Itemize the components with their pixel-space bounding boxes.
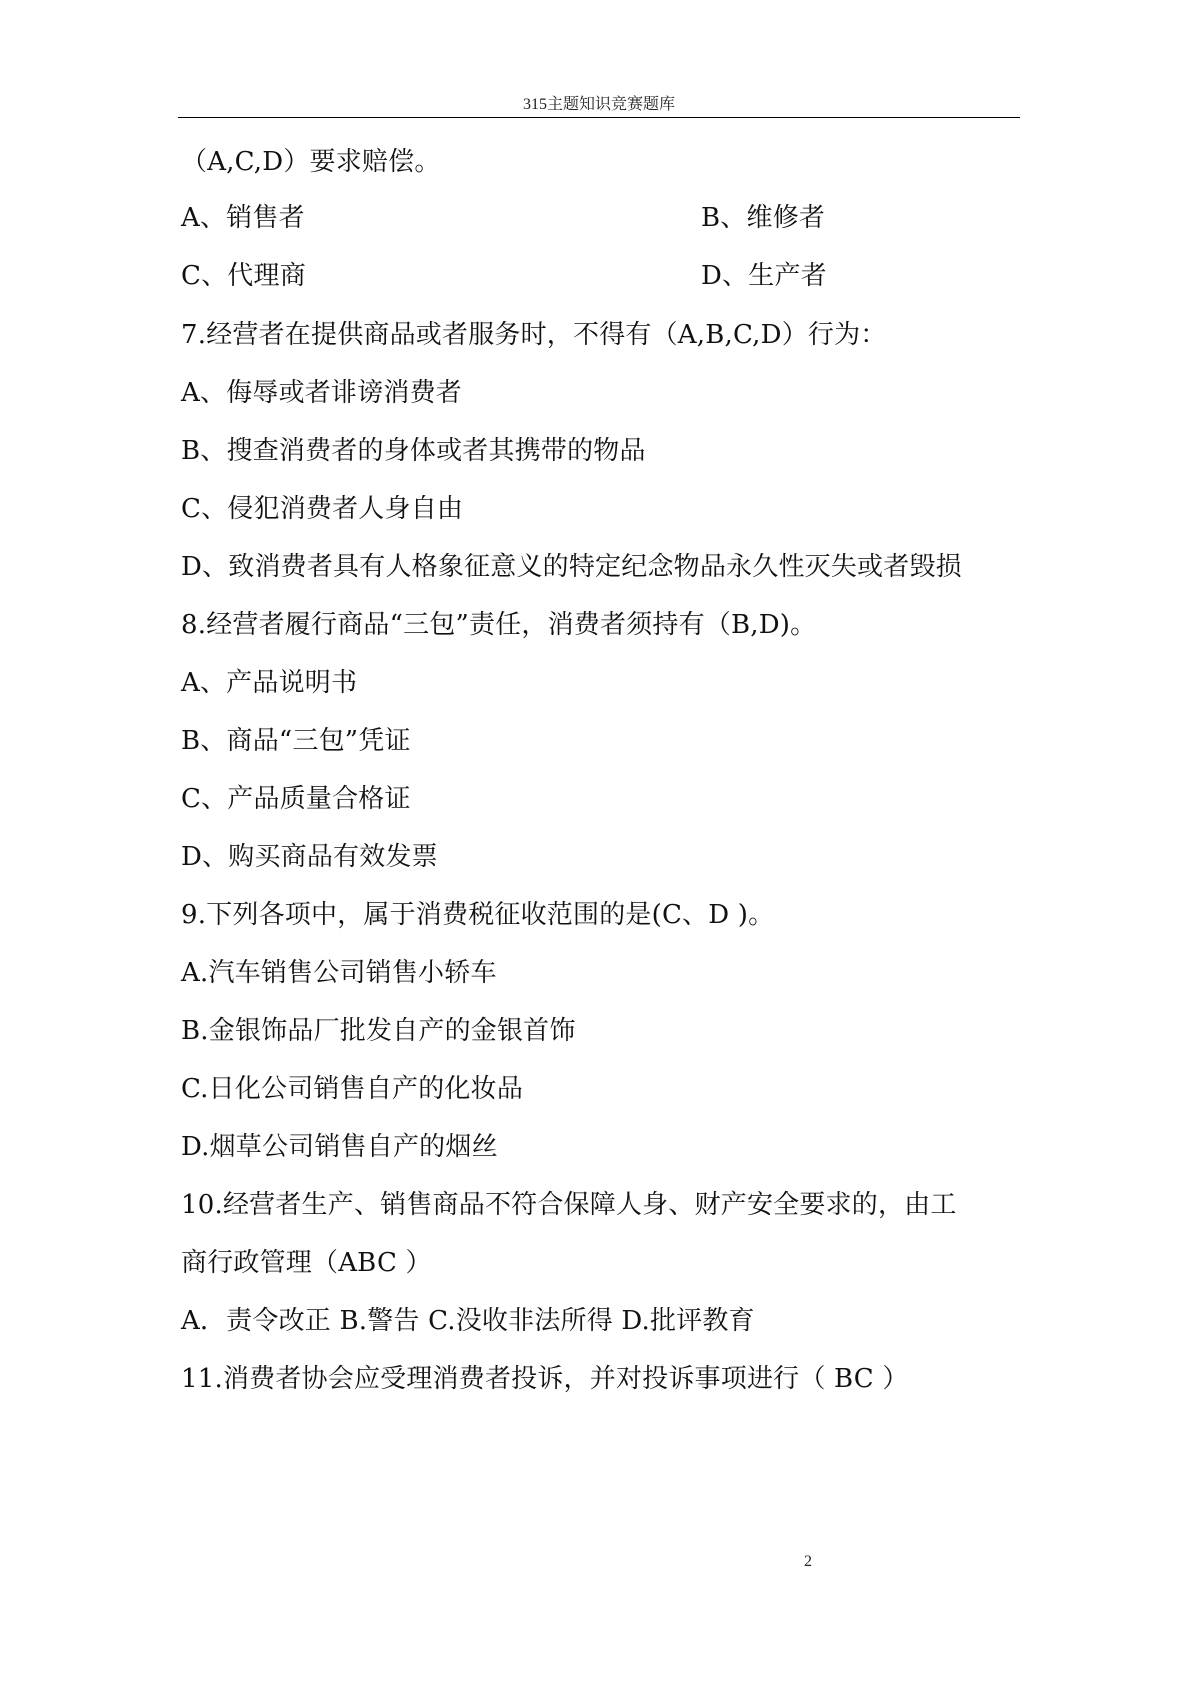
option-a: A、销售者	[181, 203, 305, 233]
question-7: 7.经营者在提供商品或者服务时，不得有（A,B,C,D）行为：	[181, 320, 887, 350]
option-row	[181, 256, 981, 296]
option-b: B、维修者	[701, 203, 826, 233]
question-7-option-c: C、侵犯消费者人身自由	[181, 494, 464, 524]
question-9-option-a: A.汽车销售公司销售小轿车	[181, 958, 497, 988]
option-d: D、生产者	[701, 261, 827, 291]
question-7-option-a: A、侮辱或者诽谤消费者	[181, 378, 462, 408]
question-10-options: A．责令改正 B.警告 C.没收非法所得 D.批评教育	[181, 1306, 755, 1336]
question-9-option-b: B.金银饰品厂批发自产的金银首饰	[181, 1016, 576, 1046]
page-header-title: 315主题知识竞赛题库	[522, 96, 675, 113]
question-9-option-d: D.烟草公司销售自产的烟丝	[181, 1132, 498, 1162]
question-10-continued: 商行政管理（ABC ）	[181, 1248, 432, 1278]
page-number: 2	[804, 1553, 812, 1570]
question-8-option-a: A、产品说明书	[181, 668, 358, 698]
question-8-option-c: C、产品质量合格证	[181, 784, 411, 814]
question-7-option-d: D、致消费者具有人格象征意义的特定纪念物品永久性灭失或者毁损	[181, 552, 962, 582]
text-line: （A,C,D）要求赔偿。	[181, 147, 441, 177]
question-8-option-d: D、购买商品有效发票	[181, 842, 438, 872]
option-c: C、代理商	[181, 261, 306, 291]
question-9-option-c: C.日化公司销售自产的化妆品	[181, 1074, 524, 1104]
question-10: 10.经营者生产、销售商品不符合保障人身、财产安全要求的，由工	[181, 1190, 957, 1220]
question-11: 11.消费者协会应受理消费者投诉，并对投诉事项进行（ BC ）	[181, 1364, 909, 1394]
question-8-option-b: B、商品“三包”凭证	[181, 726, 411, 756]
question-9: 9.下列各项中，属于消费税征收范围的是(C、D )。	[181, 900, 775, 930]
option-row	[181, 198, 981, 238]
question-8: 8.经营者履行商品“三包”责任，消费者须持有（B,D)。	[181, 610, 817, 640]
question-7-option-b: B、搜查消费者的身体或者其携带的物品	[181, 436, 646, 466]
